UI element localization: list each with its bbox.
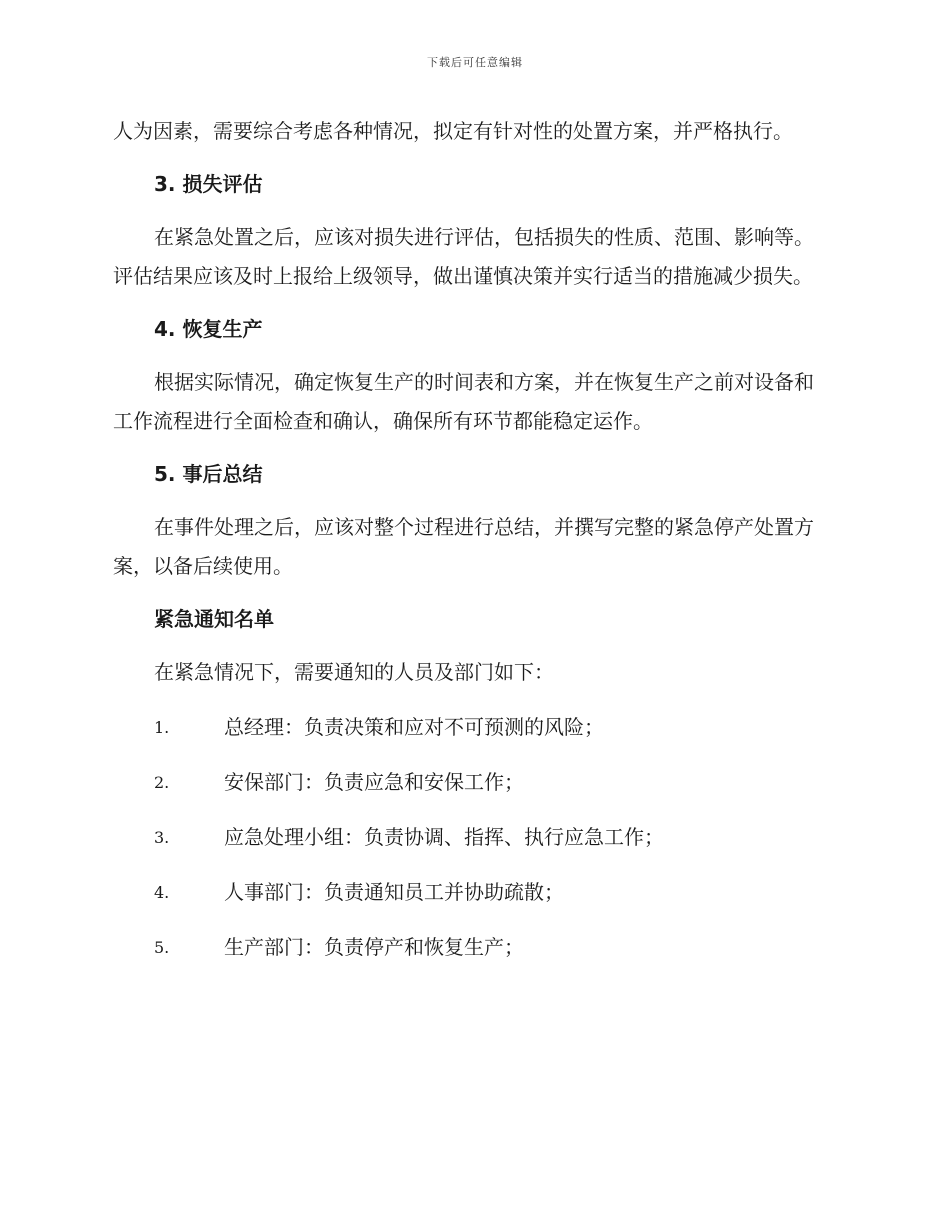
section-heading-loss-assessment: 3. 损失评估: [154, 172, 263, 196]
list-item-number: 3.: [154, 828, 170, 847]
list-item-text: 生产部门：负责停产和恢复生产；: [224, 935, 524, 959]
list-item-number: 1.: [154, 718, 170, 737]
list-item-text: 总经理：负责决策和应对不可预测的风险；: [224, 715, 604, 739]
section-heading-notification-list: 紧急通知名单: [154, 607, 274, 631]
paragraph-notification-intro: 在紧急情况下，需要通知的人员及部门如下：: [154, 660, 554, 684]
list-item-number: 5.: [154, 938, 170, 957]
list-item-number: 4.: [154, 883, 170, 902]
list-item: [154, 928, 833, 967]
list-item-number: 2.: [154, 773, 170, 792]
page-header: 下载后可任意编辑: [427, 56, 523, 69]
paragraph-post-summary: 在事件处理之后，应该对整个过程进行总结，并撰写完整的紧急停产处置方案，以备后续使用。: [113, 515, 814, 578]
paragraph-loss-assessment: 在紧急处置之后，应该对损失进行评估，包括损失的性质、范围、影响等。评估结果应该及时上报给上级领导，做出谨慎决策并实行适当的措施减少损失。: [113, 225, 814, 288]
intro-paragraph: 人为因素，需要综合考虑各种情况，拟定有针对性的处置方案，并严格执行。: [113, 119, 793, 143]
list-item-text: 安保部门：负责应急和安保工作；: [224, 770, 524, 794]
list-item: [154, 708, 833, 747]
list-item: [154, 763, 833, 802]
section-heading-post-summary: 5. 事后总结: [154, 462, 263, 486]
notification-list: [113, 708, 833, 967]
paragraph-resume-production: 根据实际情况，确定恢复生产的时间表和方案，并在恢复生产之前对设备和工作流程进行全面检查和确认，确保所有环节都能稳定运作。: [113, 370, 814, 433]
list-item: [154, 873, 833, 912]
list-item: [154, 818, 833, 857]
section-heading-resume-production: 4. 恢复生产: [154, 317, 263, 341]
list-item-text: 应急处理小组：负责协调、指挥、执行应急工作；: [224, 825, 664, 849]
document-body: [113, 112, 833, 983]
list-item-text: 人事部门：负责通知员工并协助疏散；: [224, 880, 564, 904]
